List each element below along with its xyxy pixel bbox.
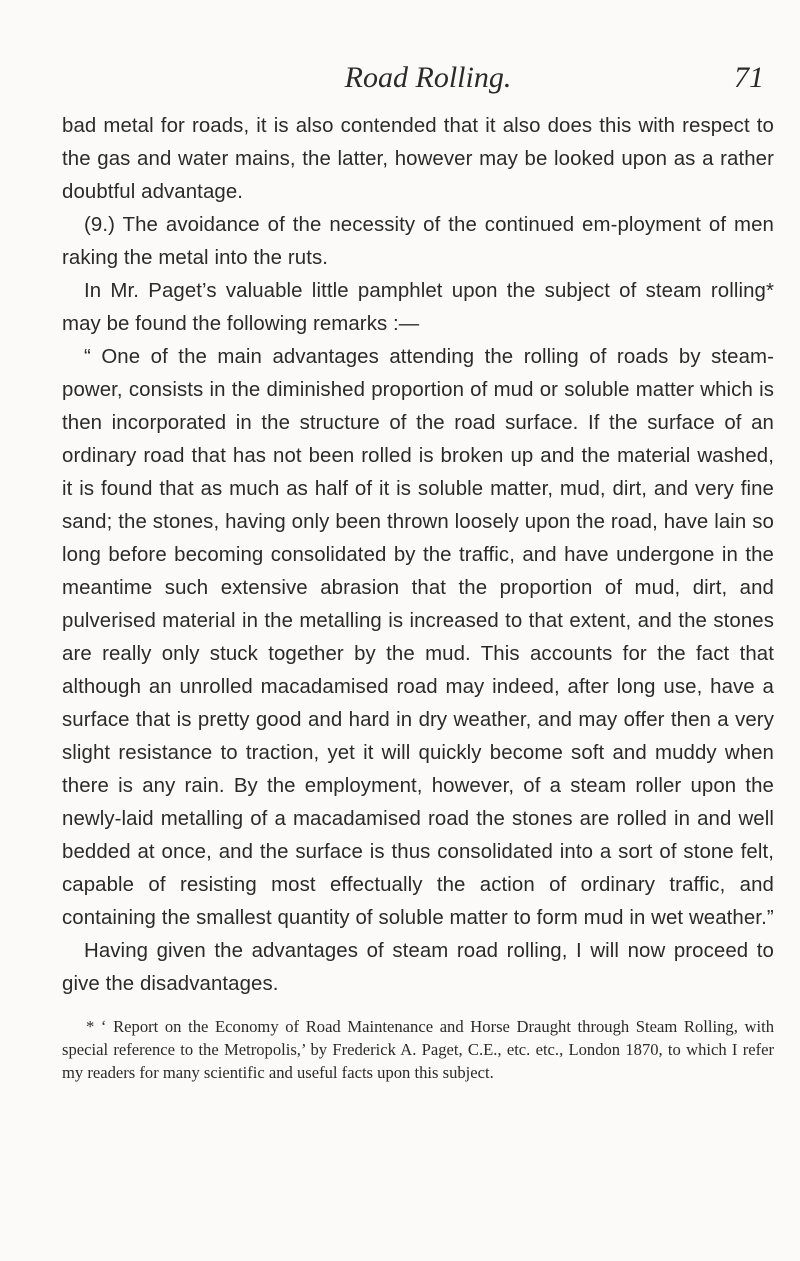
running-title: Road Rolling. [344, 61, 512, 94]
body-text [62, 110, 774, 1001]
paragraph-closing: Having given the advantages of steam road rolling, I will now proceed to give the disadvantages. [62, 940, 774, 995]
running-header [62, 60, 774, 110]
page-number: 71 [734, 61, 764, 94]
paragraph-continued: bad metal for roads, it is also contended that it also does this with respect to the gas and water mains, the latter, however may be looked upon as a rather doubtful advantage. [62, 115, 774, 203]
paragraph-item-9: (9.) The avoidance of the necessity of the continued em-ployment of men raking the metal into the ruts. [62, 214, 774, 269]
paragraph-paget-intro: In Mr. Paget’s valuable little pamphlet upon the subject of steam rolling* may be found the following remarks :— [62, 280, 774, 335]
paragraph-quotation: “ One of the main advantages attending the rolling of roads by steam-power, consists in the diminished proportion of mud or soluble matter which is then incorporated in the structure of the road surface. If the surface of an ordinary road that has not been rolled is broken up and the material washed, it is found that as much as half of it is soluble matter, mud, dirt, and very fine sand; the stones, having only been thrown loosely upon the road, have lain so long before becoming consolidated by the traffic, and have undergone in the meantime such extensive abrasion that the proportion of mud, dirt, and pulverised material in the metalling is increased to that extent, and the stones are really only stuck together by the mud. This accounts for the fact that although an unrolled macadamised road may indeed, after long use, have a surface that is pretty good and hard in dry weather, and may offer then a very slight resistance to traction, yet it will quickly become soft and muddy when there is any rain. By the employment, however, of a steam roller upon the newly-laid metalling of a macadamised road the stones are rolled in and well bedded at once, and the surface is thus consolidated into a sort of stone felt, capable of resisting most effectually the action of ordinary traffic, and containing the smallest quantity of soluble matter to form mud in wet weather.” [62, 346, 774, 929]
footnote: * ‘ Report on the Economy of Road Maintenance and Horse Draught through Steam Rolling, with special reference to the Metropolis,’ by Frederick A. Paget, C.E., etc. etc., London 1870, to which I refer my readers for many scientific and useful facts upon this subject. [62, 1017, 774, 1082]
